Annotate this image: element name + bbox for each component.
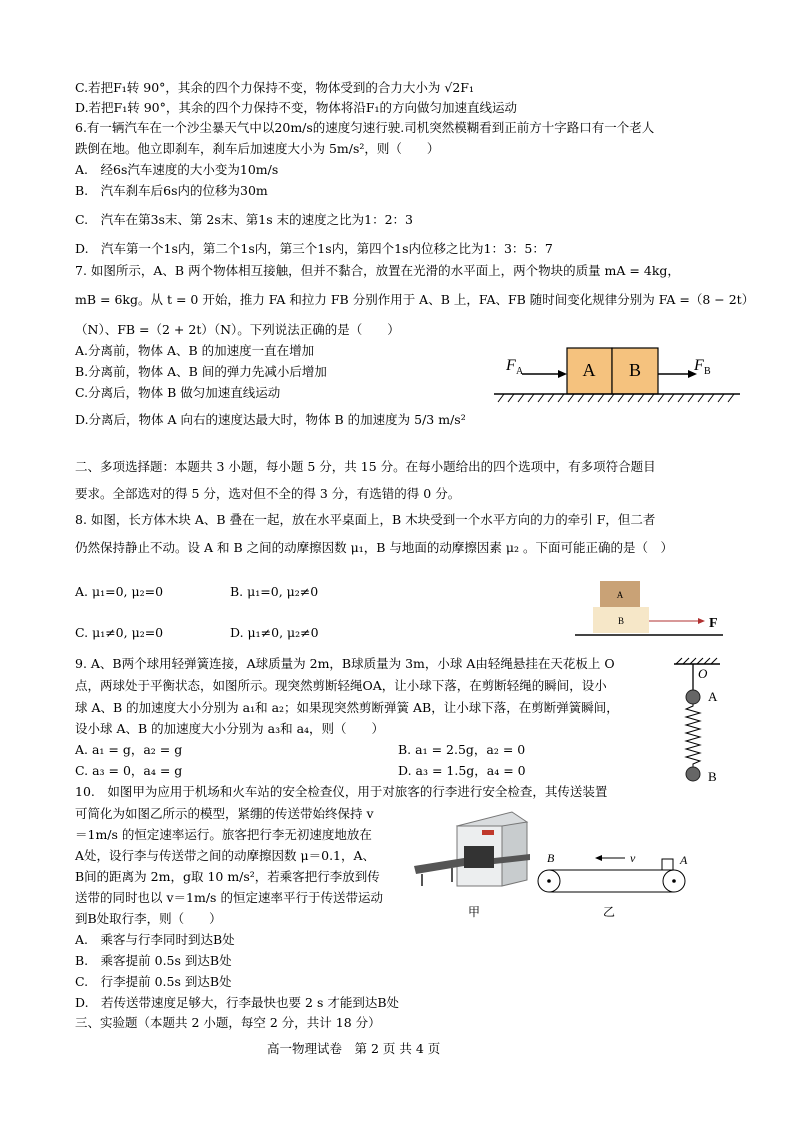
q8-stem-line2: 仍然保持静止不动。设 A 和 B 之间的动摩擦因数 μ₁，B 与地面的动摩擦因素 μ₂ 。下面可能正确的是（ ） <box>75 540 673 555</box>
q6-option-b: B. 汽车刹车后6s内的位移为30m <box>75 183 268 198</box>
q10-option-b: B. 乘客提前 0.5s 到达B处 <box>75 953 232 968</box>
q10-stem-line1: 10. 如图甲为应用于机场和火车站的安全检查仪，用于对旅客的行李进行安全检查，其传送装置 <box>75 784 608 799</box>
q10-option-c: C. 行李提前 0.5s 到达B处 <box>75 974 232 989</box>
q7-option-d: D.分离后，物体 A 向右的速度达最大时，物体 B 的加速度为 5/3 m/s² <box>75 412 466 427</box>
q9-option-b: B. a₁ = 2.5g，a₂ = 0 <box>398 742 526 757</box>
q7-option-c: C.分离后，物体 B 做匀加速直线运动 <box>75 385 281 400</box>
section2-heading-line2: 要求。全部选对的得 5 分，选对但不全的得 3 分，有选错的得 0 分。 <box>75 486 461 501</box>
ball-a <box>686 690 700 704</box>
q10-stem-line2: 可简化为如图乙所示的模型，紧绷的传送带始终保持 v <box>75 806 374 821</box>
q9-stem-line3: 球 A、B 的加速度大小分别为 a₁和 a₂；如果现突然剪断弹簧 AB，让小球下落，在剪断弹簧瞬间， <box>75 700 619 715</box>
q8-stem-line1: 8. 如图，长方体木块 A、B 叠在一起，放在水平桌面上，B 木块受到一个水平方向的力的牵引 F，但二者 <box>75 512 656 527</box>
scanner-logo <box>482 830 494 835</box>
q7-stem-line2: mB = 6kg。从 t = 0 开始，推力 FA 和拉力 FB 分别作用于 A、B 上，FA、FB 随时间变化规律分别为 FA =（8 − 2t） <box>75 292 755 307</box>
q9-option-d: D. a₃ = 1.5g，a₄ = 0 <box>398 763 526 778</box>
force-b-label: F <box>694 357 704 374</box>
q6-option-d: D. 汽车第一个1s内，第二个1s内，第三个1s内，第四个1s内位移之比为1：3：5：7 <box>75 241 553 256</box>
q9-option-a: A. a₁ = g，a₂ = g <box>75 742 183 757</box>
caption-yi: 乙 <box>602 905 616 919</box>
q10-stem-line6: 送带的同时也以 v＝1m/s 的恒定速率平行于传送带运动 <box>75 890 383 905</box>
q10-figure-jia <box>412 808 537 928</box>
q8-option-b: B. μ₁=0, μ₂≠0 <box>230 584 319 599</box>
ball-a-label: A <box>708 689 718 704</box>
q9-stem-line1: 9. A、B两个球用轻弹簧连接，A球质量为 2m，B球质量为 3m，小球 A由轻绳悬挂在天花板上 O <box>75 656 615 671</box>
point-b-label: B <box>547 851 555 865</box>
q10-stem-line3: ＝1m/s 的恒定速率运行。旅客把行李无初速度地放在 <box>75 827 372 842</box>
q7-option-b: B.分离前，物体 A、B 间的弹力先减小后增加 <box>75 364 327 379</box>
section3-heading: 三、实验题（本题共 2 小题，每空 2 分，共计 18 分） <box>75 1015 381 1030</box>
spring-ab <box>686 704 700 767</box>
force-a-subscript: A <box>516 366 524 377</box>
scanner-tunnel <box>464 846 494 868</box>
velocity-label: v <box>630 851 636 865</box>
q10-stem-line4: A处，设行李与传送带之间的动摩擦因数 μ＝0.1，A、 <box>75 848 376 863</box>
q5-option-c: C.若把F₁转 90°，其余的四个力保持不变，物体受到的合力大小为 √2F₁ <box>75 80 474 95</box>
q10-stem-line7: 到B处取行李，则（ ） <box>75 911 222 926</box>
force-label: F <box>709 616 718 631</box>
q7-stem-line3: （N）、FB =（2 + 2t）（N）。下列说法正确的是（ ） <box>75 322 400 337</box>
force-arrowhead <box>698 618 705 624</box>
q9-figure <box>672 656 732 786</box>
ground-hatching <box>498 394 734 402</box>
q7-stem-line1: 7. 如图所示，A、B 两个物体相互接触，但并不黏合，放置在光滑的水平面上，两个物块的质量 mA = 4kg， <box>75 263 680 278</box>
q8-figure <box>575 578 725 640</box>
block-a-label: A <box>616 590 624 600</box>
q10-figure-yi <box>535 848 695 928</box>
force-a-arrowhead <box>558 370 567 378</box>
q5-option-d: D.若把F₁转 90°，其余的四个力保持不变，物体将沿F₁的方向做匀加速直线运动 <box>75 100 518 115</box>
scanner-side <box>502 822 527 886</box>
force-b-subscript: B <box>704 366 711 377</box>
q9-stem-line2: 点，两球处于平衡状态，如图所示。现突然剪断轻绳OA，让小球下落，在剪断轻绳的瞬间，设小 <box>75 678 607 693</box>
caption-jia: 甲 <box>467 905 481 919</box>
q6-option-c: C. 汽车在第3s末、第 2s末、第1s 末的速度之比为1：2：3 <box>75 212 414 227</box>
luggage-box <box>662 859 673 870</box>
block-b-label: B <box>628 360 642 380</box>
ceiling-hatching <box>676 658 717 664</box>
section2-heading-line1: 二、多项选择题：本题共 3 小题，每小题 5 分，共 15 分。在每小题给出的四个选项中，有多项符合题目 <box>75 459 656 474</box>
q9-stem-line4: 设小球 A、B 的加速度大小分别为 a₃和 a₄，则（ ） <box>75 721 385 736</box>
q7-option-a: A.分离前，物体 A、B 的加速度一直在增加 <box>75 343 315 358</box>
ball-b-label: B <box>708 769 717 784</box>
q6-stem-line2: 跌倒在地。他立即刹车，刹车后加速度大小为 5m/s²，则（ ） <box>75 141 440 156</box>
q10-stem-line5: B间的距离为 2m，g取 10 m/s²，若乘客把行李放到传 <box>75 869 380 884</box>
q7-figure <box>492 342 742 412</box>
q8-option-d: D. μ₁≠0, μ₂≠0 <box>230 625 319 640</box>
ball-b <box>686 767 700 781</box>
page-footer: 高一物理试卷 第 2 页 共 4 页 <box>267 1041 441 1056</box>
block-b-label: B <box>617 616 625 626</box>
q10-option-d: D. 若传送带速度足够大，行李最快也要 2 s 才能到达B处 <box>75 995 400 1010</box>
pulley-right-axle <box>672 879 676 883</box>
velocity-arrowhead <box>595 855 602 861</box>
q6-option-a: A. 经6s汽车速度的大小变为10m/s <box>75 162 279 177</box>
point-o-label: O <box>698 666 708 681</box>
q6-stem-line1: 6.有一辆汽车在一个沙尘暴天气中以20m/s的速度匀速行驶.司机突然模糊看到正前方十字路口有一个老人 <box>75 120 655 135</box>
pulley-left-axle <box>547 879 551 883</box>
block-a-label: A <box>582 360 596 380</box>
force-a-label: F <box>506 357 516 374</box>
q8-option-a: A. μ₁=0, μ₂=0 <box>75 584 164 599</box>
point-a-label: A <box>680 853 688 867</box>
q9-option-c: C. a₃ = 0，a₄ = g <box>75 763 183 778</box>
q8-option-c: C. μ₁≠0, μ₂=0 <box>75 625 164 640</box>
q10-option-a: A. 乘客与行李同时到达B处 <box>75 932 235 947</box>
